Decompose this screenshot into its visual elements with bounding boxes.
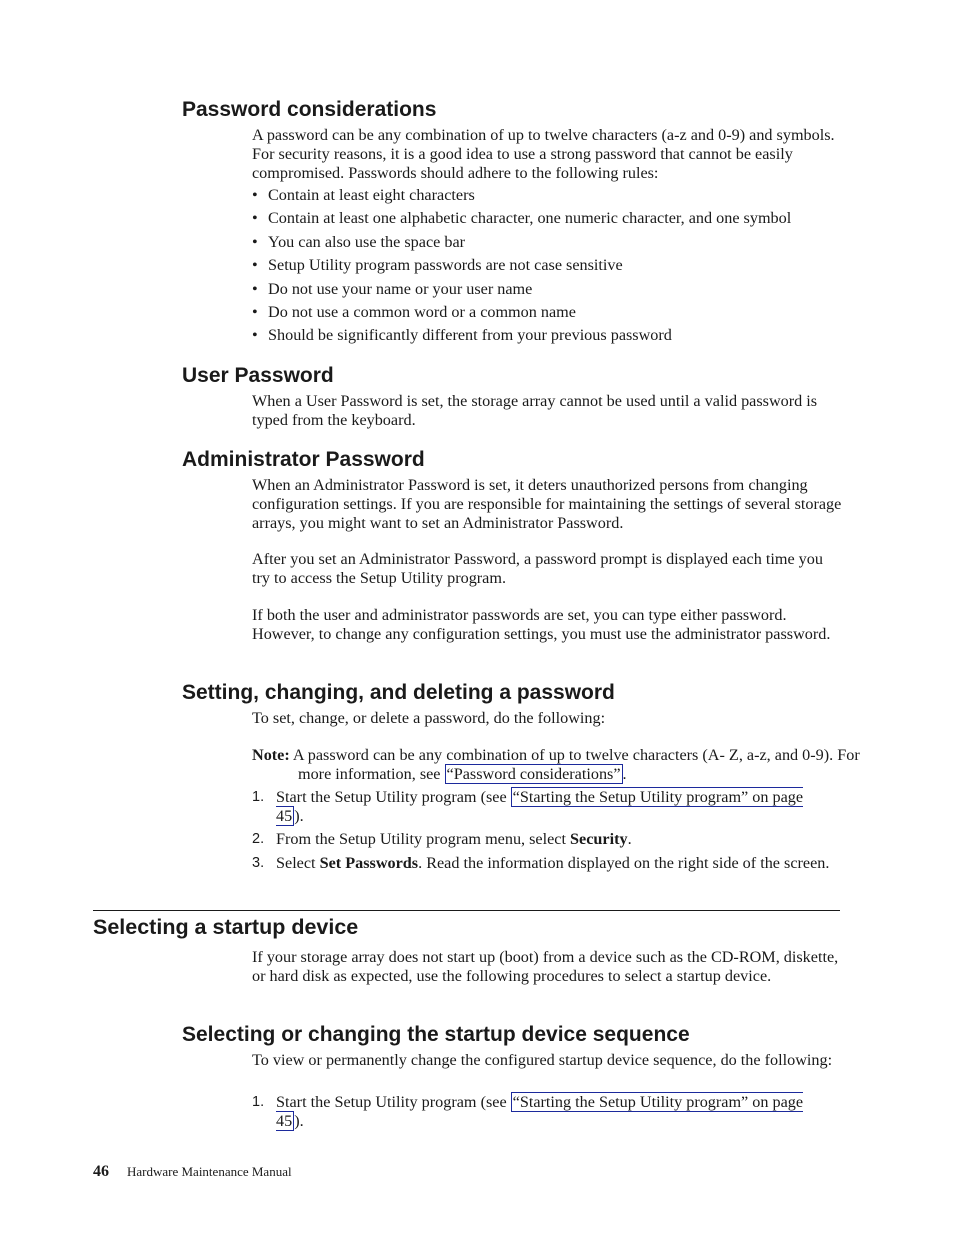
section-divider <box>93 910 840 911</box>
paragraph-password-intro: A password can be any combination of up to twelve characters (a-z and 0-9) and symbols. For security reasons, it is a good idea to use a strong password that cannot be easily compromised. Passwords should adhere to the following rules: <box>252 126 835 182</box>
step-text: Start the Setup Utility program (see <box>276 788 507 806</box>
step-text: Select <box>276 853 316 872</box>
list-item <box>252 854 832 873</box>
paragraph-admin-2: After you set an Administrator Password, a password prompt is displayed each time you try to access the Setup Utility program. <box>252 550 823 587</box>
page-number: 46 <box>93 1163 109 1180</box>
link-password-considerations[interactable]: “Password considerations” <box>446 765 621 783</box>
startup-sequence-steps-list <box>252 1093 832 1135</box>
note-end: . <box>622 765 627 783</box>
step-number: 1. <box>252 1094 265 1110</box>
paragraph-admin-1: When an Administrator Password is set, it deters unauthorized persons from changing configuration settings. If you are responsible for maintaining the settings of several storage arrays, you might want to set an Administrator Password. <box>252 476 842 532</box>
paragraph-startup-device: If your storage array does not start up (boot) from a device such as the CD-ROM, diskette, or hard disk as expected, use the following procedures to select a startup device. <box>252 948 839 985</box>
list-item <box>252 788 832 826</box>
step-text-end: . Read the information displayed on the right side of the screen. <box>418 853 830 872</box>
heading-startup-sequence: Selecting or changing the startup device sequence <box>182 1023 690 1046</box>
paragraph-setting-intro: To set, change, or delete a password, do the following: <box>252 709 606 727</box>
list-item <box>252 830 832 849</box>
step-text-end: ). <box>294 807 304 825</box>
setting-steps-list <box>252 788 832 877</box>
note-block <box>252 746 878 784</box>
bullet-icon: • <box>252 209 258 228</box>
heading-selecting-startup-device: Selecting a startup device <box>93 915 359 939</box>
note-label: Note: <box>252 746 290 764</box>
paragraph-admin-3: If both the user and administrator passwords are set, you can type either password. However, to change any configuration settings, you must use the administrator password. <box>252 606 831 643</box>
link-starting-setup-utility[interactable]: “Starting the Setup Utility program” on page 45 <box>276 1093 804 1130</box>
list-item-text: Contain at least eight characters <box>268 186 475 204</box>
step-text-end: ). <box>294 1112 304 1130</box>
step-number: 2. <box>252 831 265 848</box>
list-item-text: Setup Utility program passwords are not case sensitive <box>268 256 623 275</box>
list-item <box>252 209 852 228</box>
list-item-text: Should be significantly different from your previous password <box>268 326 672 345</box>
link-starting-setup-utility[interactable]: “Starting the Setup Utility program” on page 45 <box>276 788 804 825</box>
password-rules-list <box>252 186 852 350</box>
heading-user-password: User Password <box>182 364 334 387</box>
list-item <box>252 326 852 345</box>
list-item-text: Do not use your name or your user name <box>268 279 533 298</box>
bullet-icon: • <box>252 232 258 251</box>
page-footer <box>93 1163 292 1181</box>
heading-setting-password: Setting, changing, and deleting a password <box>182 681 615 704</box>
list-item <box>252 1093 832 1131</box>
list-item-text: You can also use the space bar <box>268 232 466 251</box>
bullet-icon: • <box>252 279 258 298</box>
paragraph-startup-sequence-intro: To view or permanently change the configured startup device sequence, do the following: <box>252 1051 833 1069</box>
bullet-icon: • <box>252 302 258 321</box>
step-bold: Security <box>570 830 628 849</box>
step-bold: Set Passwords <box>319 853 419 872</box>
note-text: A password can be any combination of up to twelve characters (A- Z, a-z, and 0-9). For more information, see <box>292 746 860 783</box>
list-item <box>252 256 852 275</box>
step-text-end: . <box>627 830 632 849</box>
list-item-text: Do not use a common word or a common name <box>268 302 576 321</box>
bullet-icon: • <box>252 326 258 345</box>
list-item-text: Contain at least one alphabetic character, one numeric character, and one symbol <box>268 209 792 228</box>
step-text: From the Setup Utility program menu, select <box>276 830 566 849</box>
list-item <box>252 280 852 299</box>
list-item <box>252 233 852 252</box>
step-number: 3. <box>252 854 265 871</box>
paragraph-user-password: When a User Password is set, the storage array cannot be used until a valid password is typed from the keyboard. <box>252 392 818 429</box>
heading-administrator-password: Administrator Password <box>182 448 425 471</box>
list-item <box>252 303 852 322</box>
list-item <box>252 186 852 205</box>
step-text: Start the Setup Utility program (see <box>276 1093 507 1111</box>
bullet-icon: • <box>252 186 258 204</box>
heading-password-considerations: Password considerations <box>182 98 437 121</box>
step-number: 1. <box>252 789 265 805</box>
manual-title: Hardware Maintenance Manual <box>127 1164 292 1179</box>
bullet-icon: • <box>252 256 258 275</box>
